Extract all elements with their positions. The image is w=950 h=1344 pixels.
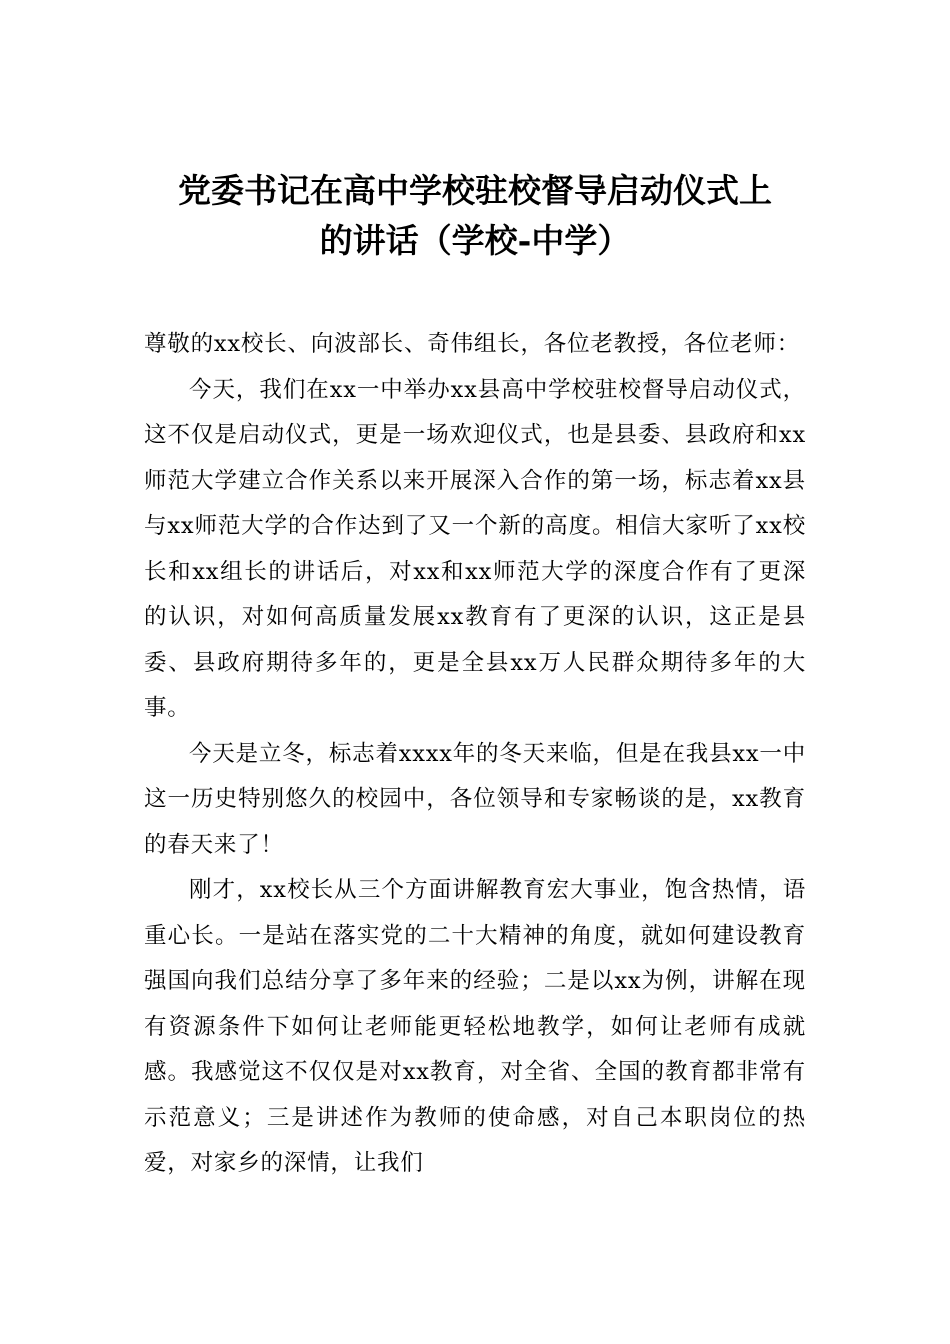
paragraph-1: 今天，我们在xx一中举办xx县高中学校驻校督导启动仪式，这不仅是启动仪式，更是一场欢迎仪式，也是县委、县政府和xx师范大学建立合作关系以来开展深入合作的第一场，标志着xx县与xx师范大学的合作达到了又一个新的高度。相信大家听了xx校长和xx组长的讲话后，对xx和xx师范大学的深度合作有了更深的认识，对如何高质量发展xx教育有了更深的认识，这正是县委、县政府期待多年的，更是全县xx万人民群众期待多年的大事。 <box>144 376 806 721</box>
paragraph-3: 刚才，xx校长从三个方面讲解教育宏大事业，饱含热情，语重心长。一是站在落实党的二十大精神的角度，就如何建设教育强国向我们总结分享了多年来的经验；二是以xx为例，讲解在现有资源条件下如何让老师能更轻松地教学，如何让老师有成就感。我感觉这不仅仅是对xx教育，对全省、全国的教育都非常有示范意义；三是讲述作为教师的使命感，对自己本职岗位的热爱，对家乡的深情，让我们 <box>144 877 806 1176</box>
document-title <box>120 166 830 266</box>
paragraph-2: 今天是立冬，标志着xxxx年的冬天来临，但是在我县xx一中这一历史特别悠久的校园中，各位领导和专家畅谈的是，xx教育的春天来了！ <box>144 740 806 858</box>
document-body <box>144 322 806 1187</box>
salutation: 尊敬的xx校长、向波部长、奇伟组长，各位老教授，各位老师： <box>144 331 801 357</box>
title-line-1: 党委书记在高中学校驻校督导启动仪式上 <box>178 171 772 210</box>
title-line-2: 的讲话（学校-中学） <box>319 221 631 260</box>
